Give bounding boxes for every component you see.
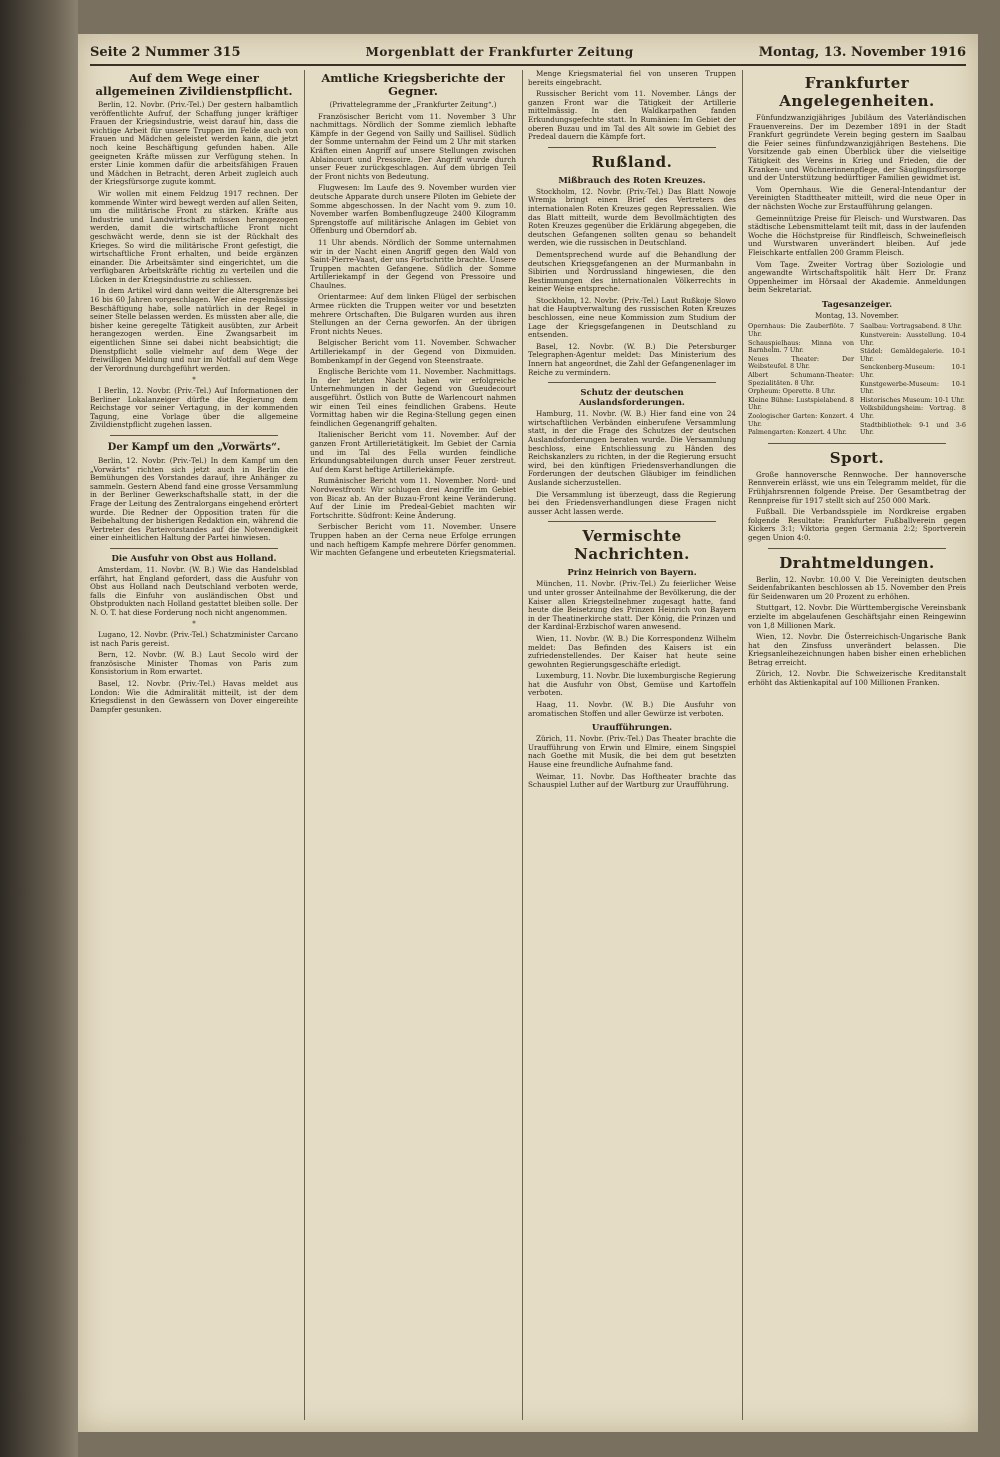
article-paragraph: Englische Berichte vom 11. November. Nachmittags. In der letzten Nacht haben wir erfolgreiche Unternehmungen in der Gegend von Gueudecourt ausgeführt. Östlich von Butte de Warlencourt nahmen wir einen Teil eines feindlichen Grabens. Heute Vormittag haben wir die Regina-Stellung gegen einen feindlichen Gegenangriff gehalten. <box>310 367 516 428</box>
section-head-vermischte: Vermischte Nachrichten. <box>574 527 690 564</box>
page-number: Seite 2 Nummer 315 <box>90 44 241 60</box>
article-paragraph: Italienischer Bericht vom 11. November. Auf der ganzen Front Artillerietätigkeit. Im Gebiet der Carnia und im Tal des Fella wurden feindliche Erkundungsabteilungen durch unser Feuer zerstreut. Auf dem Karst heftige Artilleriekämpfe. <box>310 430 516 474</box>
schedule-item: Historisches Museum: 10-1 Uhr. <box>860 395 965 404</box>
section-head-frankfurter: Frankfurter Angelegenheiten. <box>779 74 935 110</box>
book-spine <box>0 0 78 1457</box>
article-paragraph: Stockholm, 12. Novbr. (Priv.-Tel.) Das Blatt Nowoje Wremja bringt einen Brief des Vertreters des internationalen Roten Kreuzes gegen Repressalien. Wie das Blatt mitteilt, wurde dem Bevollmächtigten des Roten Kreuzes gegenüber die Erklärung abgegeben, die deutschen Gefangenen sollten genau so behandelt werden, wie die russischen in Deutschland. <box>528 186 736 248</box>
column-rule <box>522 70 523 1420</box>
schedule-item: Neues Theater: Der Weibsteufel. 8 Uhr. <box>748 354 854 371</box>
schedule-item: Kunstverein: Ausstellung. 10-4 Uhr. <box>860 331 966 347</box>
column-1 <box>90 70 298 1420</box>
section-head-drahtmeldungen: Drahtmeldungen. <box>779 553 935 572</box>
article-paragraph: Rumänischer Bericht vom 11. November. Nord- und Nordwestfront: Wir schlugen drei Angriffe im Gebiet von Bicaz ab. An der Buzau-Front keine Veränderung. Auf der Linie im Predeal-Gebiet machten wir Fortschritte. Südfront: Keine Änderung. <box>310 476 516 520</box>
headline-tagesanzeiger: Tagesanzeiger. <box>821 299 893 310</box>
article-paragraph: Bern, 12. Novbr. (W. B.) Laut Secolo wird der französische Minister Thomas von Paris zum Konsistorium in Rom erwartet. <box>90 650 298 677</box>
divider <box>548 147 716 148</box>
article-paragraph: Haag, 11. Novbr. (W. B.) Die Ausfuhr von aromatischen Stoffen und aller Gewürze ist verboten. <box>528 700 736 718</box>
divider <box>768 548 946 549</box>
headline-zivildienstpflicht: Auf dem Wege einer allgemeinen Zivildienstpflicht. <box>95 71 293 98</box>
article-paragraph: München, 11. Novbr. (Priv.-Tel.) Zu feierlicher Weise und unter grosser Anteilnahme der Bevölkerung, die der Kaiser allen Kriegsteilnehmer zugesagt hatte, fand heute die Beisetzung des Prinzen Heinrich von Bayern in der Theatinerkirche statt. Der König, die Prinzen und der Kardinal-Erzbischof waren anwesend. <box>528 579 736 632</box>
schedule-item: Stadtbibliothek: 9-1 und 3-6 Uhr. <box>860 420 966 437</box>
schedule-item: Palmengarten: Konzert. 4 Uhr. <box>748 428 847 437</box>
headline-kriegsberichte: Amtliche Kriegsberichte der Gegner. <box>321 71 505 98</box>
article-paragraph: Hamburg, 11. Novbr. (W. B.) Hier fand eine von 24 wirtschaftlichen Verbänden einberufene Versammlung statt, in der die Frage des Schutzes der deutschen Auslandsforderungen beraten wurde. Die Versammlung beschloss, eine Entschliessung zu Händen des Reichskanzlers zu richten, in der die Regierung ersucht wird, bei den künftigen Friedensverhandlungen die Forderungen der deutschen Gläubiger im feindlichen Auslande sicherzustellen. <box>528 409 736 487</box>
article-paragraph: In dem Artikel wird dann weiter die Altersgrenze bei 16 bis 60 Jahren vorgeschlagen. Wer eine regelmässige Beschäftigung habe, solle natürlich in der Regel in seiner Stelle belassen werden. Es müssten aber alle, die bisher keine geregelte Tätigkeit ausübten, zur Arbeit herangezogen werden. Eine Zwangsarbeit im eigentlichen Sinne sei dabei nicht beabsichtigt; die Dienstpflicht solle vielmehr auf dem Wege der freiwilligen Meldung und nur im Notfall auf dem Wege der Verordnung durchgeführt werden. <box>90 286 298 373</box>
column-rule <box>742 70 743 1420</box>
schedule-item: Städel: Gemäldegalerie. 10-1 Uhr. <box>860 347 966 363</box>
section-head-sport: Sport. <box>829 448 885 467</box>
schedule-date: Montag, 13. November. <box>815 311 899 320</box>
divider <box>548 521 716 522</box>
separator-star: * <box>192 620 196 629</box>
article-paragraph: Stockholm, 12. Novbr. (Priv.-Tel.) Laut Rußkoje Slowo hat die Hauptverwaltung des russischen Roten Kreuzes beschlossen, eine neue Kommission zum Studium der Lage der Kriegsgefangenen in Deutschland zu entsenden. <box>528 295 736 340</box>
article-paragraph: Serbischer Bericht vom 11. November. Unsere Truppen haben an der Cerna neue Erfolge errungen und nach heftigem Kampfe mehrere Dörfer genommen. Wir machten Gefangene und erbeuteten Kriegsmaterial. <box>310 522 516 558</box>
article-paragraph: Belgischer Bericht vom 11. November. Schwacher Artilleriekampf in der Gegend von Dixmuiden. Bombenkampf in der Gegend von Steenstraate. <box>310 338 516 365</box>
column-4 <box>748 70 966 1420</box>
issue-date: Montag, 13. November 1916 <box>758 44 966 60</box>
schedule-item: Kunstgewerbe-Museum: 10-1 Uhr. <box>860 379 966 396</box>
column-3 <box>528 70 736 1420</box>
headline-prinz-heinrich: Prinz Heinrich von Bayern. <box>567 568 697 579</box>
schedule-item: Volksbildungsheim: Vortrag. 8 Uhr. <box>860 404 966 420</box>
article-paragraph: Menge Kriegsmaterial fiel von unseren Truppen bereits eingebracht. <box>528 70 736 87</box>
headline-vorwaerts: Der Kampf um den „Vorwärts“. <box>107 441 281 453</box>
article-paragraph: Orientarmee: Auf dem linken Flügel der serbischen Armee rückten die Truppen weiter vor und besetzten mehrere Ortschaften. Die Bulgaren wurden aus ihren Stellungen an der Cerna geworfen. An der übrigen Front nichts Neues. <box>310 292 516 336</box>
article-paragraph: Wien, 11. Novbr. (W. B.) Die Korrespondenz Wilhelm meldet: Das Befinden des Kaisers ist ein zufriedenstellendes. Der Kaiser hat heute seine gewohnten Regierungsgeschäfte erledigt. <box>528 633 736 669</box>
article-paragraph: Fußball. Die Verbandsspiele im Nordkreise ergaben folgende Resultate: Frankfurter Fußballverein gegen Kickers 3:1; Viktoria gegen Germania 2:2; Sportverein gegen Union 4:0. <box>748 507 966 542</box>
newspaper-page <box>78 34 978 1432</box>
schedule-item: Schauspielhaus: Minna von Barnhelm. 7 Uhr. <box>748 338 854 355</box>
headline-auslandsforderungen: Schutz der deutschen Auslandsforderungen. <box>579 388 685 409</box>
headline-obst-holland: Die Ausfuhr von Obst aus Holland. <box>111 553 277 564</box>
article-paragraph: Stuttgart, 12. Novbr. Die Württembergische Vereinsbank erzielte im abgelaufenen Geschäftsjahr einen Reingewinn von 1,8 Millionen Mark. <box>748 603 966 630</box>
separator-star: * <box>192 376 196 385</box>
column-2 <box>310 70 516 1420</box>
article-paragraph: Luxemburg, 11. Novbr. Die luxemburgische Regierung hat die Ausfuhr von Obst, Gemüse und Kartoffeln verboten. <box>528 671 736 698</box>
article-paragraph: Basel, 12. Novbr. (Priv.-Tel.) Havas meldet aus London: Wie die Admiralität mitteilt, ist der dem Kriegsdienst in den Gewässern von Dover eingereihte Dampfer gesunken. <box>90 679 298 714</box>
article-paragraph: Basel, 12. Novbr. (W. B.) Die Petersburger Telegraphen-Agentur meldet: Das Ministerium des Innern hat angeordnet, die Zahl der Gefangenenlager im Reiche zu vermindern. <box>528 341 736 377</box>
article-paragraph: Amsterdam, 11. Novbr. (W. B.) Wie das Handelsblad erfährt, hat England gefordert, dass die Ausfuhr von Obst aus Holland nach Deutschland verboten werde, falls die Einfuhr von ausländischen Obst und Obstprodukten nach Holland gestattet bleiben solle. Der N. O. T. hat diese Forderung noch nicht angenommen. <box>90 564 298 617</box>
headline-urauffuehrungen: Uraufführungen. <box>591 723 673 734</box>
divider <box>768 443 946 444</box>
schedule-item: Zoologischer Garten: Konzert. 4 Uhr. <box>748 412 854 428</box>
schedule-item: Senckenberg-Museum: 10-1 Uhr. <box>860 363 966 380</box>
headline-rotes-kreuz: Mißbrauch des Roten Kreuzes. <box>558 175 706 186</box>
article-paragraph: Wien, 12. Novbr. Die Österreichisch-Ungarische Bank hat den Zinsfuss unverändert belassen. Die Kriegsanleihezeichnungen haben bisher einen erheblichen Betrag erreicht. <box>748 632 966 667</box>
article-paragraph: Berlin, 12. Novbr. (Priv.-Tel.) Der gestern halbamtlich veröffentlichte Aufruf, der Schaffung junger kräftiger Frauen der Kriegsindustrie, weist darauf hin, dass die wichtige Arbeit für unsere Truppen im Felde auch von Frauen und Mädchen geleistet werden kann, die jetzt noch keine Beschäftigung gefunden haben. Alle geeigneten Kräfte müssen zur Verfügung stehen. In erster Linie kommen dafür die arbeitsfähigen Frauen und Mädchen in Betracht, deren Arbeit zugleich auch der Kriegsfürsorge zugute kommt. <box>90 100 298 187</box>
section-head-russland: Rußland. <box>591 152 673 171</box>
subheadline: (Privattelegramme der „Frankfurter Zeitung“.) <box>329 101 497 109</box>
article-paragraph: Lugano, 12. Novbr. (Priv.-Tel.) Schatzminister Carcano ist nach Paris gereist. <box>90 630 298 648</box>
article-paragraph: Gemeinnützige Preise für Fleisch- und Wurstwaren. Das städtische Lebensmittelamt teilt mit, dass in der laufenden Woche die Höchstpreise für Rindfleisch, Schweinefleisch und Wurstwaren unverändert bleiben. Auf jede Fleischkarte entfallen 200 Gramm Fleisch. <box>748 213 966 257</box>
article-paragraph: Die Versammlung ist überzeugt, dass die Regierung bei den Friedensverhandlungen diese Fragen nicht ausser Acht lassen werde. <box>528 489 736 516</box>
schedule-item: Opernhaus: Die Zauberflöte. 7 Uhr. <box>748 322 854 339</box>
divider <box>110 548 278 549</box>
schedule-item: Saalbau: Vortragsabend. 8 Uhr. <box>860 322 962 331</box>
masthead <box>90 40 966 66</box>
article-paragraph: Flugwesen: Im Laufe des 9. November wurden vier deutsche Apparate durch unsere Piloten im Gebiete der Somme abgeschossen. In der Nacht vom 9. zum 10. November warfen Bombenflugzeuge 2400 Kilogramm Sprengstoffe auf militärische Anlagen im Gebiet von Offenburg und Oberndorf ab. <box>310 183 516 236</box>
article-paragraph: Weimar, 11. Novbr. Das Hoftheater brachte das Schauspiel Luther auf der Wartburg zur Uraufführung. <box>528 771 736 790</box>
article-paragraph: Vom Opernhaus. Wie die General-Intendantur der Vereinigten Stadttheater mitteilt, wird die neue Oper in der nächsten Woche zur Erstaufführung gelangen. <box>748 184 966 211</box>
article-paragraph: Wir wollen mit einem Feldzug 1917 rechnen. Der kommende Winter wird bewegt werden auf allen Seiten, um die militärische Front zu stärken. Kräfte aus Industrie und Landwirtschaft müssen herangezogen werden, damit die wirtschaftliche Front nicht geschwächt werde, denn sie ist der Rückhalt des Krieges. So wird die militärische Front gefestigt, die wirtschaftliche Front erhalten, und beide ergänzen einander. Die Arbeitsämter sind eingerichtet, um die verfügbaren Arbeitskräfte richtig zu verteilen und die Lücken in der Kriegsindustrie zu schliessen. <box>90 188 298 284</box>
divider <box>110 435 278 436</box>
divider <box>548 382 716 383</box>
column-rule <box>304 70 305 1420</box>
schedule-item: Albert Schumann-Theater: Spezialitäten. 8 Uhr. <box>748 371 854 387</box>
article-paragraph: Fünfundzwanzigjähriges Jubiläum des Vaterländischen Frauenvereins. Der im Dezember 1891 in der Stadt Frankfurt gegründete Verein beging gestern im Saalbau die Feier seines fünfundzwanzigjährigen Bestehens. Die Vorsitzende gab einen Überblick über die vielseitige Tätigkeit des Vereins in Krieg und Frieden, die der Kranken- und Wöchnerinnenpflege, der Säuglingsfürsorge und der Unterstützung bedürftiger Familien gewidmet ist. <box>748 113 966 183</box>
newspaper-title: Morgenblatt der Frankfurter Zeitung <box>365 45 634 59</box>
article-paragraph: Große hannoversche Rennwoche. Der hannoversche Rennverein erlässt, wie uns ein Telegramm meldet, für die Frühjahrsrennen folgende Preise. Der Gesamtbetrag der Rennpreise für 1917 stellt sich auf 250 000 Mark. <box>748 469 966 505</box>
article-paragraph: Vom Tage. Zweiter Vortrag über Soziologie und angewandte Wirtschaftspolitik hält Herr Dr. Franz Oppenheimer im Hörsaal der Akademie. Anmeldungen beim Sekretariat. <box>748 259 966 295</box>
article-paragraph: Zürich, 12. Novbr. Die Schweizerische Kreditanstalt erhöht das Aktienkapital auf 100 Millionen Franken. <box>748 669 966 688</box>
schedule-item: Kleine Bühne: Lustspielabend. 8 Uhr. <box>748 395 854 412</box>
article-paragraph: Dementsprechend wurde auf die Behandlung der deutschen Kriegsgefangenen an der Murmanbahn in Sibirien und Nordrussland hingewiesen, die den Bestimmungen des internationalen Völkerrechts in keiner Weise entspreche. <box>528 249 736 294</box>
schedule-item: Orpheum: Operette. 8 Uhr. <box>748 387 836 396</box>
article-paragraph: Berlin, 12. Novbr. (Priv.-Tel.) In dem Kampf um den „Vorwärts“ richten sich jetzt auch in Berlin die Bemühungen des Vorstandes darauf, ihre Anhänger zu sammeln. Gestern Abend fand eine grosse Versammlung in der Berliner Gewerkschaftshalle statt, in der die Frage der Leitung des Zentralorgans eingehend erörtert wurde. Die Redner der Opposition traten für die Beibehaltung der bisherigen Redaktion ein, während die Vertreter des Parteivorstandes auf die Notwendigkeit einer einheitlichen Haltung der Partei hinwiesen. <box>90 455 298 543</box>
article-paragraph: Russischer Bericht vom 11. November. Längs der ganzen Front war die Tätigkeit der Artillerie mittelmässig. In den Waldkarpathen fanden Erkundungsgefechte statt. In Rumänien: Im Gebiet der oberen Buzau und im Tal des Alt sowie im Gebiet des Predeal dauern die Kämpfe fort. <box>528 89 736 142</box>
article-paragraph: I Berlin, 12. Novbr. (Priv.-Tel.) Auf Informationen der Berliner Lokalanzeiger dürfte die Regierung dem Reichstage vor seiner Vertagung, in der kommenden Tagung, eine Vorlage über die allgemeine Zivildienstpflicht zugehen lassen. <box>90 386 298 430</box>
article-paragraph: Berlin, 12. Novbr. 10.00 V. Die Vereinigten deutschen Seidenfabrikanten beschlossen ab 15. November den Preis für Seidenwaren um 20 Prozent zu erhöhen. <box>748 574 966 601</box>
schedule-list <box>748 323 966 437</box>
article-paragraph: Zürich, 11. Novbr. (Priv.-Tel.) Das Theater brachte die Uraufführung von Erwin und Elmire, einem Singspiel nach Goethe mit Musik, die bei dem gut besetzten Hause eine freundliche Aufnahme fand. <box>528 734 736 770</box>
article-paragraph: Französischer Bericht vom 11. November 3 Uhr nachmittags. Nördlich der Somme ziemlich lebhafte Kämpfe in der Gegend von Sailly und Saillisel. Südlich der Somme unternahm der Feind um 2 Uhr mit starken Kräften einen Angriff auf unsere Stellungen zwischen Ablaincourt und Pressoire. Der Angriff wurde durch unser Feuer zurückgeschlagen. Auf dem übrigen Teil der Front nichts von Bedeutung. <box>310 111 516 181</box>
article-paragraph: 11 Uhr abends. Nördlich der Somme unternahmen wir in der Nacht einen Angriff gegen den Wald von Saint-Pierre-Vaast, der uns Fortschritte brachte. Unsere Truppen machten Gefangene. Südlich der Somme Artilleriekampf in der Gegend von Pressoire und Chaulnes. <box>310 237 516 290</box>
